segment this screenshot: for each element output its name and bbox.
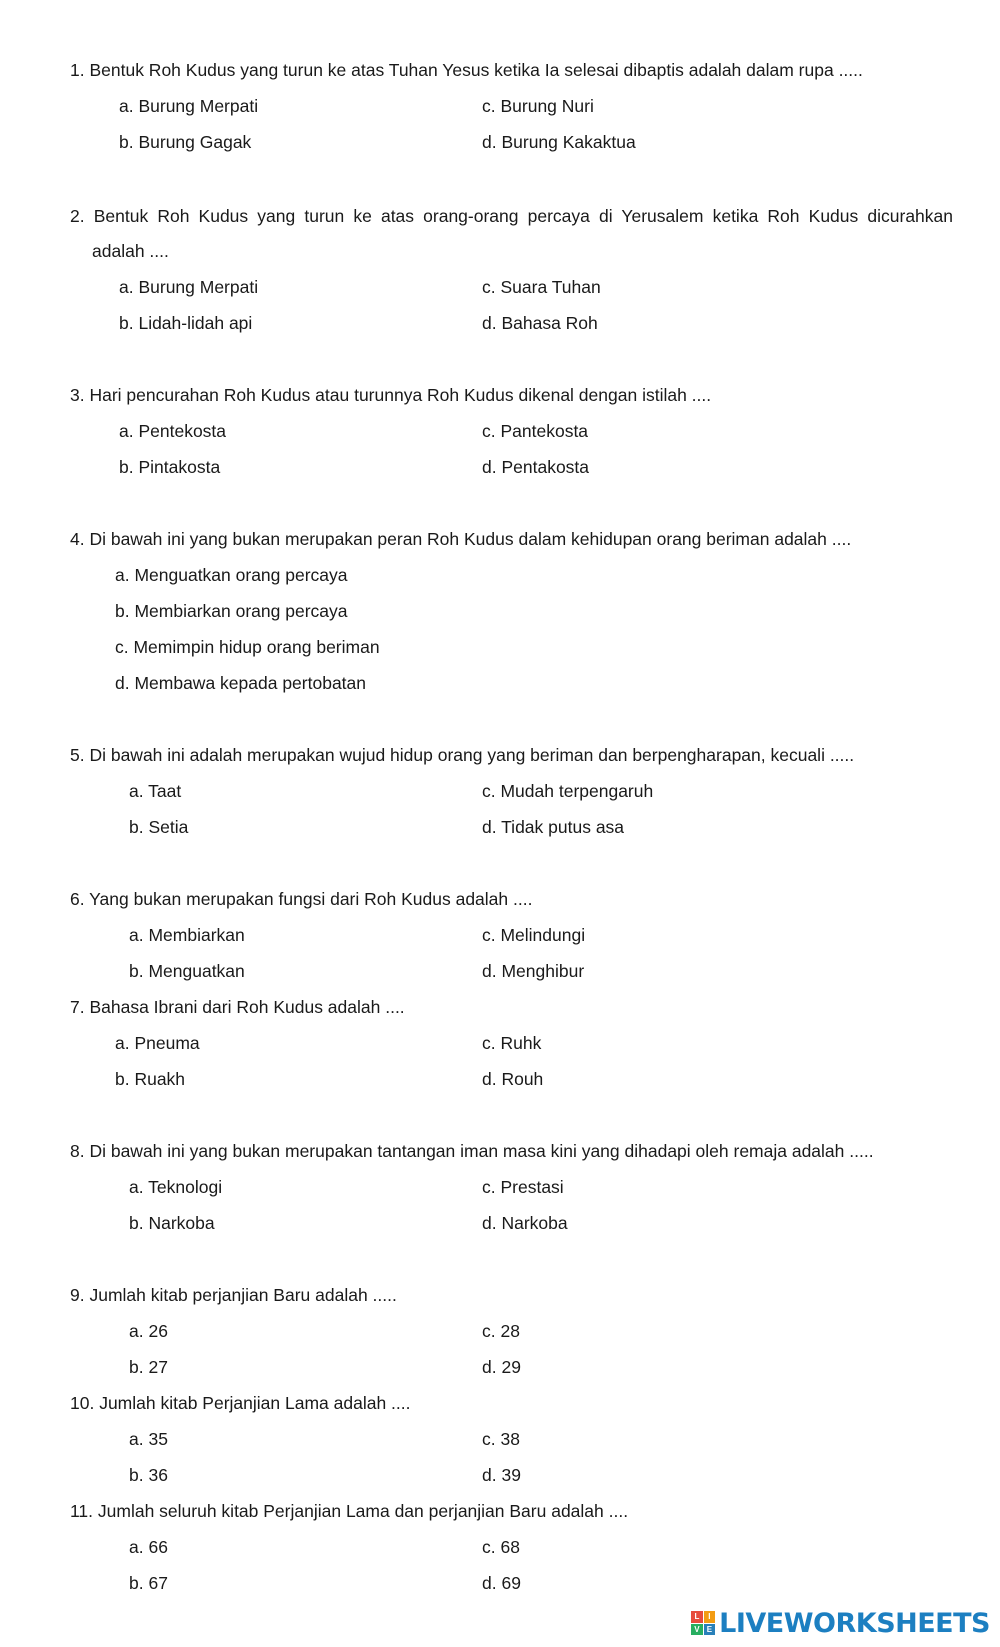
logo-mark-l: L (691, 1611, 703, 1623)
question-7: 7. Bahasa Ibrani dari Roh Kudus adalah .... (70, 997, 405, 1017)
question-5: 5. Di bawah ini adalah merupakan wujud hidup orang yang beriman dan berpengharapan, kecuali ..... (70, 745, 855, 765)
question-2: 2. Bentuk Roh Kudus yang turun ke atas orang-orang percaya di Yerusalem ketika Roh Kudus dicurahkan (70, 206, 953, 226)
option-6b[interactable]: b. Menguatkan (129, 961, 245, 981)
question-8: 8. Di bawah ini yang bukan merupakan tantangan iman masa kini yang dihadapi oleh remaja adalah ..... (70, 1141, 874, 1161)
option-8b[interactable]: b. Narkoba (129, 1213, 215, 1233)
option-9b[interactable]: b. 27 (129, 1357, 168, 1377)
option-5c[interactable]: c. Mudah terpengaruh (482, 781, 654, 801)
option-3c[interactable]: c. Pantekosta (482, 421, 589, 441)
option-5a[interactable]: a. Taat (129, 781, 182, 801)
option-11b[interactable]: b. 67 (129, 1573, 168, 1593)
option-10b[interactable]: b. 36 (129, 1465, 168, 1485)
option-6a[interactable]: a. Membiarkan (129, 925, 245, 945)
option-2c[interactable]: c. Suara Tuhan (482, 277, 601, 297)
option-4a[interactable]: a. Menguatkan orang percaya (115, 565, 348, 585)
option-7b[interactable]: b. Ruakh (115, 1069, 186, 1089)
option-11a[interactable]: a. 66 (129, 1537, 168, 1557)
option-1a[interactable]: a. Burung Merpati (119, 96, 259, 116)
option-3d[interactable]: d. Pentakosta (482, 457, 590, 477)
option-3a[interactable]: a. Pentekosta (119, 421, 227, 441)
question-6: 6. Yang bukan merupakan fungsi dari Roh Kudus adalah .... (70, 889, 533, 909)
question-3: 3. Hari pencurahan Roh Kudus atau turunnya Roh Kudus dikenal dengan istilah .... (70, 385, 712, 405)
option-7d[interactable]: d. Rouh (482, 1069, 544, 1089)
option-11d[interactable]: d. 69 (482, 1573, 521, 1593)
option-2a[interactable]: a. Burung Merpati (119, 277, 259, 297)
question-10: 10. Jumlah kitab Perjanjian Lama adalah .... (70, 1393, 411, 1413)
option-9d[interactable]: d. 29 (482, 1357, 521, 1377)
option-10a[interactable]: a. 35 (129, 1429, 168, 1449)
question-9: 9. Jumlah kitab perjanjian Baru adalah ..... (70, 1285, 397, 1305)
option-6c[interactable]: c. Melindungi (482, 925, 586, 945)
option-11c[interactable]: c. 68 (482, 1537, 520, 1557)
option-6d[interactable]: d. Menghibur (482, 961, 585, 981)
option-4c[interactable]: c. Memimpin hidup orang beriman (115, 637, 380, 657)
option-1d[interactable]: d. Burung Kakaktua (482, 132, 636, 152)
option-4d[interactable]: d. Membawa kepada pertobatan (115, 673, 366, 693)
option-9c[interactable]: c. 28 (482, 1321, 520, 1341)
question-4: 4. Di bawah ini yang bukan merupakan peran Roh Kudus dalam kehidupan orang beriman adalah .... (70, 529, 852, 549)
option-7a[interactable]: a. Pneuma (115, 1033, 200, 1053)
option-1c[interactable]: c. Burung Nuri (482, 96, 594, 116)
liveworksheets-logo-icon (691, 1611, 715, 1635)
option-3b[interactable]: b. Pintakosta (119, 457, 221, 477)
option-8d[interactable]: d. Narkoba (482, 1213, 568, 1233)
option-2d[interactable]: d. Bahasa Roh (482, 313, 598, 333)
option-5b[interactable]: b. Setia (129, 817, 189, 837)
option-5d[interactable]: d. Tidak putus asa (482, 817, 625, 837)
option-9a[interactable]: a. 26 (129, 1321, 168, 1341)
question-2-continuation: adalah .... (92, 241, 169, 261)
option-7c[interactable]: c. Ruhk (482, 1033, 542, 1053)
logo-mark-v: V (691, 1624, 703, 1636)
question-1: 1. Bentuk Roh Kudus yang turun ke atas Tuhan Yesus ketika Ia selesai dibaptis adalah dalam rupa ..... (70, 60, 863, 80)
liveworksheets-logo-text: LIVEWORKSHEETS (719, 1607, 990, 1639)
option-8c[interactable]: c. Prestasi (482, 1177, 564, 1197)
option-10d[interactable]: d. 39 (482, 1465, 521, 1485)
liveworksheets-logo (691, 1605, 990, 1641)
logo-mark-i: I (704, 1611, 716, 1623)
option-1b[interactable]: b. Burung Gagak (119, 132, 252, 152)
question-11: 11. Jumlah seluruh kitab Perjanjian Lama dan perjanjian Baru adalah .... (70, 1501, 629, 1521)
option-2b[interactable]: b. Lidah-lidah api (119, 313, 253, 333)
option-10c[interactable]: c. 38 (482, 1429, 520, 1449)
logo-mark-e: E (704, 1624, 716, 1636)
option-8a[interactable]: a. Teknologi (129, 1177, 223, 1197)
option-4b[interactable]: b. Membiarkan orang percaya (115, 601, 348, 621)
